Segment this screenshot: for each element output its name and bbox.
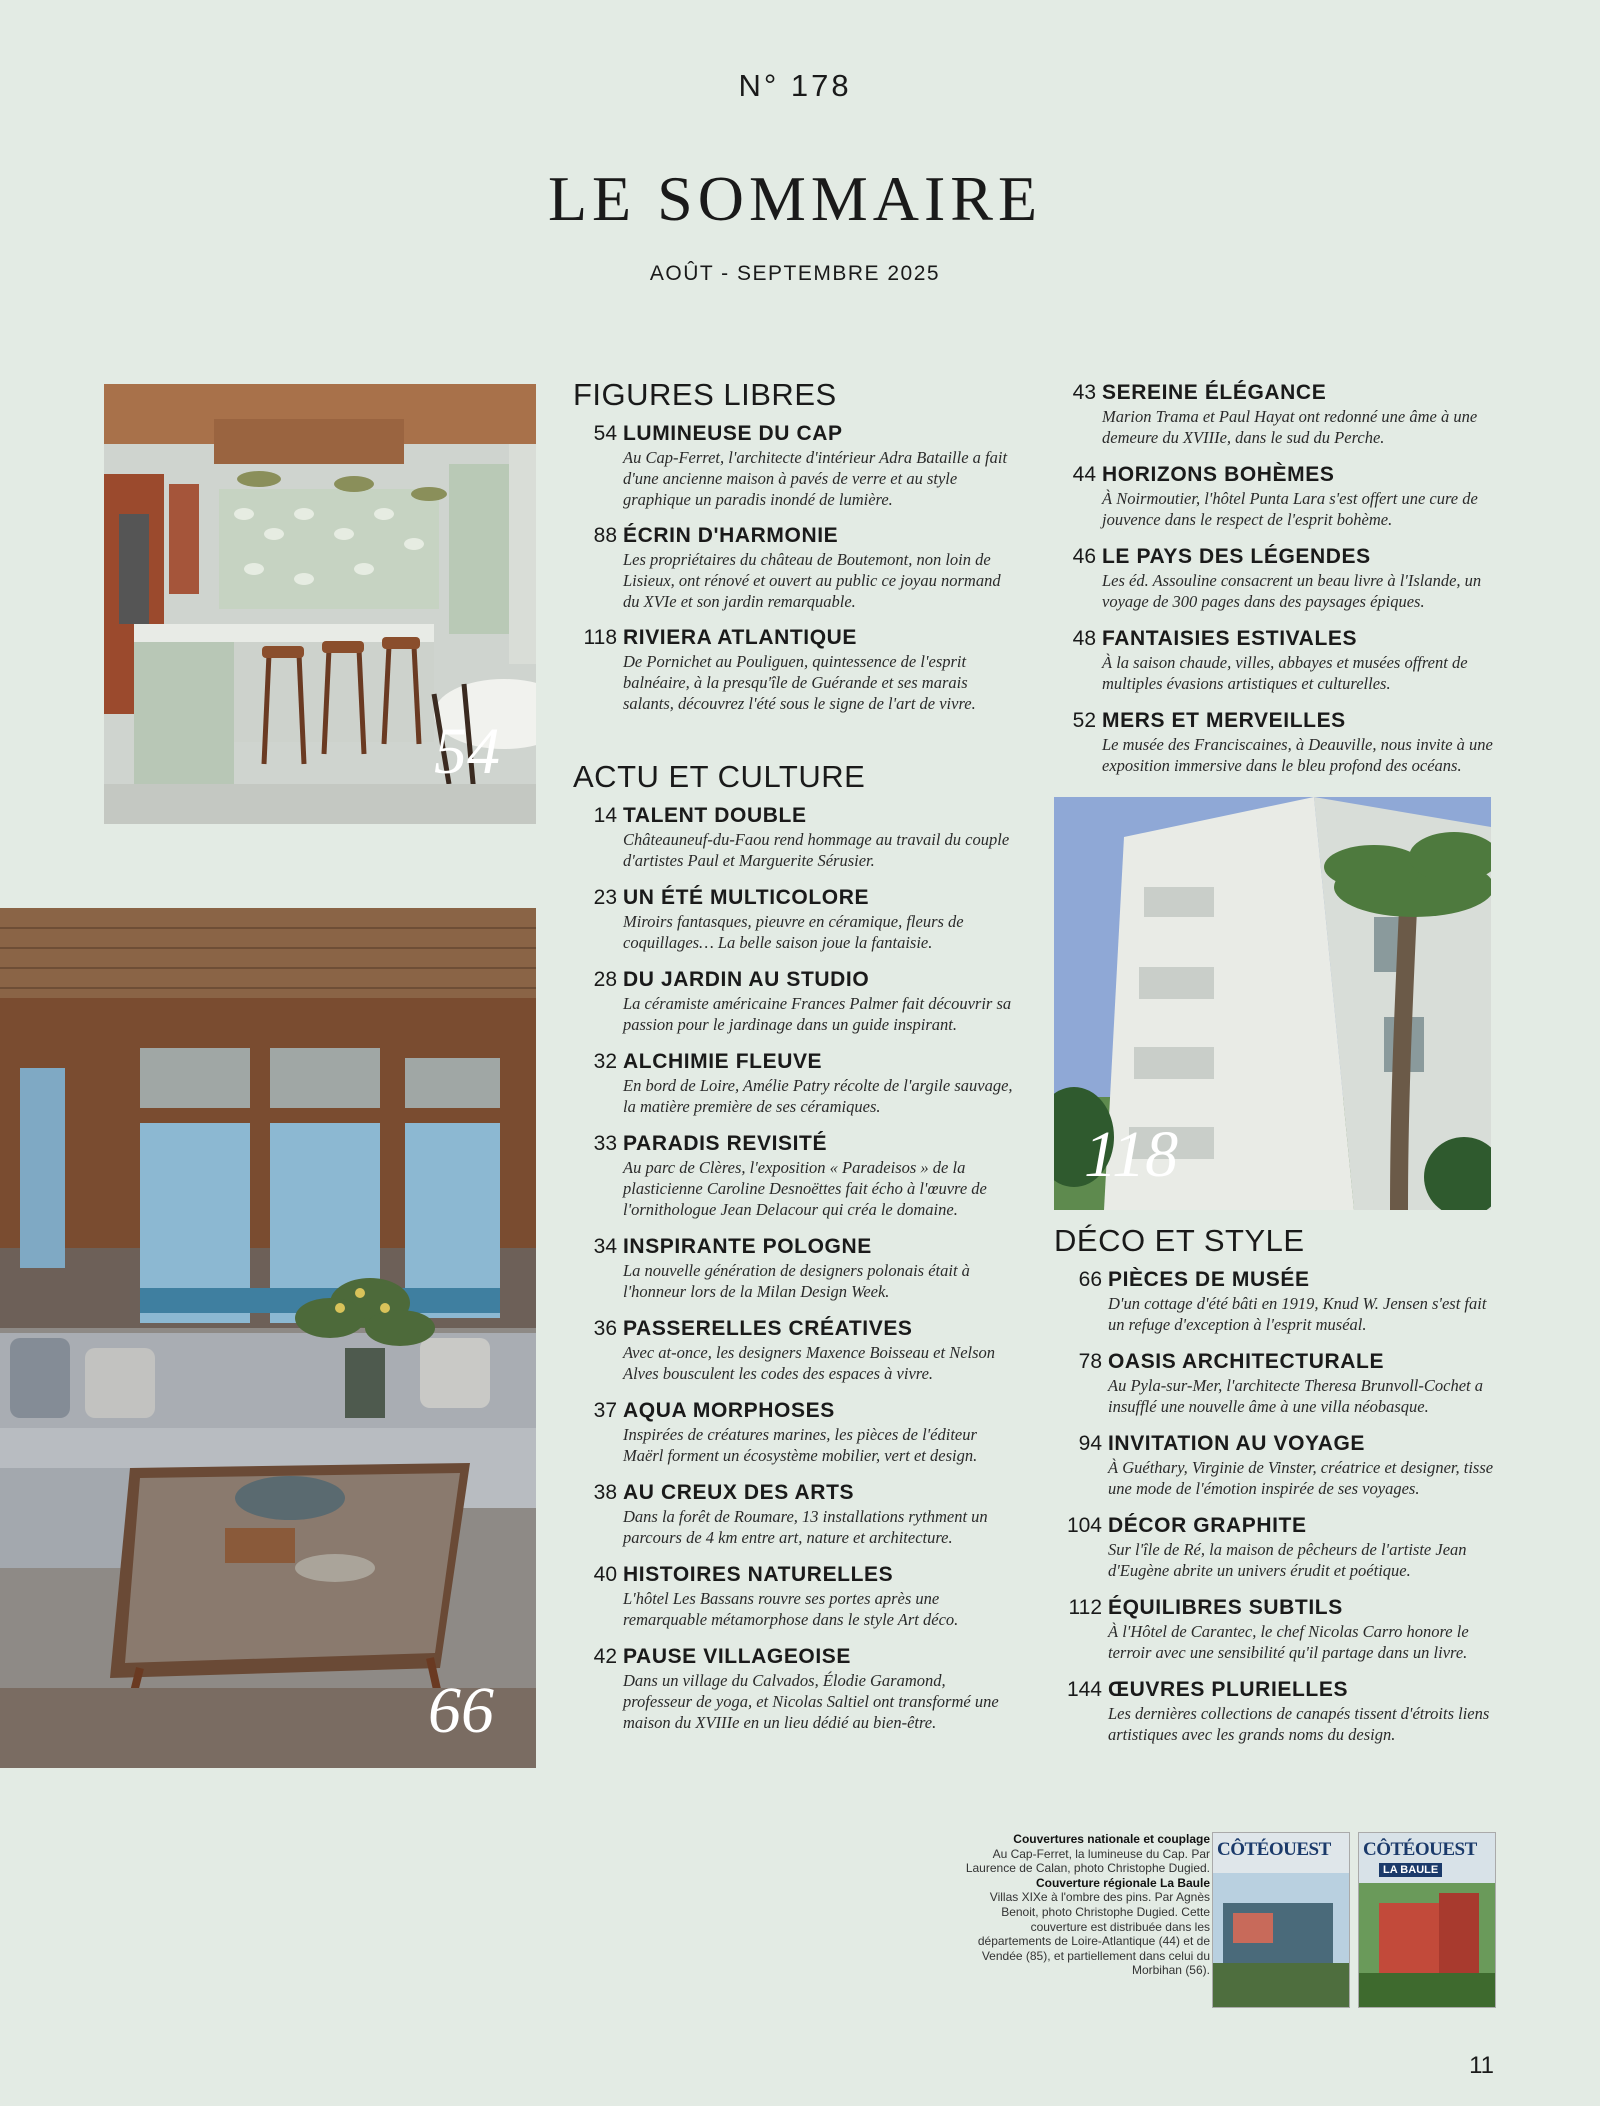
cover-regional-thumbnail: [1358, 1832, 1496, 2008]
toc-entry[interactable]: [1054, 1267, 1500, 1335]
entry-title: DÉCOR GRAPHITE: [1108, 1514, 1307, 1538]
entry-description: Le musée des Franciscaines, à Deauville, nous invite à une exposition immersive dans le bleu profond des océans.: [1102, 735, 1493, 775]
entry-description: Sur l'île de Ré, la maison de pêcheurs de l'artiste Jean d'Eugène abrite un univers érudit et poétique.: [1108, 1540, 1467, 1581]
toc-entry[interactable]: [573, 1480, 1018, 1548]
figures-libres-section: [573, 376, 1018, 714]
entry-title: HISTOIRES NATURELLES: [623, 1563, 894, 1587]
toc-entry[interactable]: [1054, 1431, 1500, 1499]
page-mark-66: 66: [428, 1674, 494, 1747]
credits-regional-title: Couverture régionale La Baule: [1035, 1875, 1210, 1890]
entry-title: ÉCRIN D'HARMONIE: [623, 524, 839, 548]
issue-date: AOÛT - SEPTEMBRE 2025: [649, 262, 941, 285]
entry-description: Au Pyla-sur-Mer, l'architecte Theresa Brunvoll-Cochet a insufflé une nouvelle âme à une villa néobasque.: [1108, 1376, 1483, 1417]
entry-description: À Noirmoutier, l'hôtel Punta Lara s'est offert une cure de jouvence dans le respect de l'esprit bohème.: [1102, 489, 1478, 529]
entry-description: L'hôtel Les Bassans rouvre ses portes après une remarquable métamorphose dans le style Art déco.: [623, 1589, 959, 1630]
entry-description: De Pornichet au Pouliguen, quintessence de l'esprit balnéaire, à la presqu'île de Guérande et ses marais salants, découvrez l'été sous le signe de l'art de vivre.: [623, 652, 976, 714]
entry-description: Miroirs fantasques, pieuvre en céramique, fleurs de coquillages… La belle saison joue la fantaisie.: [623, 912, 964, 953]
entry-description: Inspirées de créatures marines, les pièces de l'éditeur Maërl forment un écosystème mobilier, vert et design.: [623, 1425, 978, 1466]
toc-entry[interactable]: [1060, 462, 1500, 530]
entry-description: Au parc de Clères, l'exposition « Paradeisos » de la plasticienne Caroline Desnoëttes fait écho à l'œuvre de l'ornithologue Jean Delacour qui créa le domaine.: [623, 1158, 987, 1220]
entry-title: INSPIRANTE POLOGNE: [623, 1235, 872, 1259]
credits-regional-text: Villas XIXe à l'ombre des pins. Par Agnès Benoit, photo Christophe Dugied. Cette couverture est distribuée dans les départements de Loire-Atlantique (44) et de Vendée (85), et partiellement dans celui du Morbihan (56).: [977, 1890, 1210, 1978]
entry-page-number: 32: [593, 1050, 617, 1074]
toc-entry[interactable]: [573, 421, 1018, 510]
entry-description: D'un cottage d'été bâti en 1919, Knud W. Jensen s'est fait un refuge d'exception à l'esprit muséal.: [1108, 1294, 1487, 1335]
entry-page-number: 112: [1068, 1596, 1102, 1620]
toc-entry[interactable]: [1054, 1513, 1500, 1581]
entry-title: ÉQUILIBRES SUBTILS: [1108, 1596, 1343, 1620]
entry-page-number: 38: [593, 1481, 617, 1505]
entry-title: PIÈCES DE MUSÉE: [1108, 1268, 1310, 1292]
cover-brand: CÔTÉOUEST: [1363, 1839, 1477, 1860]
toc-entry[interactable]: [573, 1316, 1018, 1384]
toc-entry[interactable]: [573, 885, 1018, 953]
entry-description: En bord de Loire, Amélie Patry récolte de l'argile sauvage, la matière première de ses céramiques.: [623, 1076, 1013, 1117]
toc-entry[interactable]: [573, 1234, 1018, 1302]
entry-page-number: 14: [593, 804, 617, 828]
entry-description: La céramiste américaine Frances Palmer fait découvrir sa passion pour le jardinage dans un guide inspirant.: [623, 994, 1012, 1035]
entry-description: Dans la forêt de Roumare, 13 installations rythment un parcours de 4 km entre art, nature et architecture.: [623, 1507, 988, 1548]
entry-page-number: 44: [1072, 463, 1096, 486]
living-room-photo: [0, 908, 536, 1768]
entry-page-number: 88: [593, 524, 617, 548]
entry-page-number: 28: [593, 968, 617, 992]
entry-page-number: 78: [1078, 1350, 1102, 1374]
entry-page-number: 48: [1072, 627, 1096, 650]
entry-page-number: 104: [1066, 1514, 1102, 1538]
toc-entry[interactable]: [573, 967, 1018, 1035]
toc-entry[interactable]: [573, 625, 1018, 714]
entry-page-number: 23: [593, 886, 617, 910]
deco-style-section: [1054, 1222, 1500, 1745]
entry-title: PAUSE VILLAGEOISE: [623, 1645, 852, 1669]
page-title: LE SOMMAIRE: [547, 163, 1043, 234]
entry-description: La nouvelle génération de designers polonais était à l'honneur lors de la Milan Design Week.: [623, 1261, 970, 1302]
entry-title: OASIS ARCHITECTURALE: [1108, 1350, 1385, 1374]
cover-credits: [960, 1832, 1210, 1978]
toc-entry[interactable]: [1060, 708, 1500, 776]
credits-national-title: Couvertures nationale et couplage: [1013, 1832, 1210, 1846]
entry-description: Avec at-once, les designers Maxence Boisseau et Nelson Alves bousculent les codes des espaces à vivre.: [623, 1343, 996, 1384]
entry-description: Châteauneuf-du-Faou rend hommage au travail du couple d'artistes Paul et Marguerite Sérusier.: [623, 830, 1010, 871]
toc-entry[interactable]: [573, 1398, 1018, 1466]
entry-description: Les propriétaires du château de Boutemont, non loin de Lisieux, ont rénové et ouvert au public ce joyau normand du XVIe et son jardin remarquable.: [623, 550, 1001, 612]
toc-entry[interactable]: [1060, 626, 1500, 694]
entry-title: ALCHIMIE FLEUVE: [623, 1050, 823, 1074]
entry-title: MERS ET MERVEILLES: [1102, 709, 1346, 732]
section-title-deco-style: DÉCO ET STYLE: [1054, 1223, 1305, 1258]
building-photo: [1054, 797, 1491, 1210]
entry-description: Les dernières collections de canapés tissent d'étroits liens artistiques avec les grands noms du design.: [1108, 1704, 1490, 1745]
entry-title: INVITATION AU VOYAGE: [1108, 1432, 1366, 1456]
entry-title: TALENT DOUBLE: [623, 804, 807, 828]
toc-entry[interactable]: [1060, 380, 1500, 448]
entry-page-number: 144: [1066, 1678, 1102, 1702]
entry-page-number: 52: [1072, 709, 1096, 732]
entry-page-number: 66: [1078, 1268, 1102, 1292]
section-title-figures-libres: FIGURES LIBRES: [573, 377, 837, 412]
toc-entry[interactable]: [573, 1049, 1018, 1117]
page-mark-54: 54: [434, 715, 500, 788]
entry-page-number: 94: [1078, 1432, 1102, 1456]
toc-entry[interactable]: [1054, 1349, 1500, 1417]
entry-description: Au Cap-Ferret, l'architecte d'intérieur Adra Bataille a fait d'une ancienne maison à pavés de verre et au style graphique un paradis inondé de lumière.: [623, 448, 1008, 510]
toc-entry[interactable]: [1054, 1595, 1500, 1663]
entry-page-number: 43: [1072, 381, 1096, 404]
entry-description: Les éd. Assouline consacrent un beau livre à l'Islande, un voyage de 300 pages dans des paysages épiques.: [1102, 571, 1482, 611]
entry-page-number: 42: [593, 1645, 617, 1669]
toc-entry[interactable]: [573, 1562, 1018, 1630]
entry-title: FANTAISIES ESTIVALES: [1102, 627, 1358, 650]
issue-number: N° 178: [738, 68, 852, 103]
entry-description: À Guéthary, Virginie de Vinster, créatrice et designer, tisse une mode de l'émotion inspirée de ses voyages.: [1108, 1458, 1494, 1499]
toc-entry[interactable]: [1060, 544, 1500, 612]
entry-title: LE PAYS DES LÉGENDES: [1102, 545, 1371, 568]
cover-regional-label: LA BAULE: [1379, 1863, 1442, 1877]
entry-title: LUMINEUSE DU CAP: [623, 422, 843, 446]
entry-title: AU CREUX DES ARTS: [623, 1481, 855, 1505]
entry-page-number: 46: [1072, 545, 1096, 568]
entry-page-number: 54: [593, 422, 617, 446]
cover-brand: CÔTÉOUEST: [1217, 1839, 1331, 1860]
entry-title: PASSERELLES CRÉATIVES: [623, 1317, 913, 1341]
page-number: 11: [1469, 2052, 1494, 2079]
toc-entry[interactable]: [573, 1131, 1018, 1220]
section-title-actu-culture: ACTU ET CULTURE: [573, 759, 866, 794]
entry-title: SEREINE ÉLÉGANCE: [1102, 381, 1327, 404]
credits-national-text: Au Cap-Ferret, la lumineuse du Cap. Par Laurence de Calan, photo Christophe Dugied.: [965, 1846, 1210, 1876]
kitchen-photo: [104, 384, 536, 824]
entry-title: RIVIERA ATLANTIQUE: [623, 626, 858, 650]
entry-page-number: 36: [593, 1317, 617, 1341]
entry-description: Marion Trama et Paul Hayat ont redonné une âme à une demeure du XVIIIe, dans le sud du Perche.: [1102, 407, 1478, 447]
entry-title: PARADIS REVISITÉ: [623, 1132, 828, 1156]
page-mark-118: 118: [1084, 1118, 1179, 1191]
right-column-list: [1060, 380, 1500, 776]
toc-entry[interactable]: [573, 1644, 1018, 1733]
entry-title: HORIZONS BOHÈMES: [1102, 463, 1335, 486]
cover-national-thumbnail: [1212, 1832, 1350, 2008]
toc-entry[interactable]: [573, 523, 1018, 612]
actu-culture-section: [573, 758, 1018, 1733]
toc-entry[interactable]: [573, 803, 1018, 871]
entry-title: UN ÉTÉ MULTICOLORE: [623, 886, 870, 910]
entry-description: À l'Hôtel de Carantec, le chef Nicolas Carro honore le terroir avec une sensibilité qu'il partage dans un livre.: [1108, 1622, 1469, 1663]
toc-entry[interactable]: [1054, 1677, 1500, 1745]
entry-title: DU JARDIN AU STUDIO: [623, 968, 870, 992]
entry-page-number: 118: [583, 626, 617, 650]
entry-description: À la saison chaude, villes, abbayes et musées offrent de multiples évasions artistiques et culturelles.: [1102, 653, 1468, 693]
entry-page-number: 34: [593, 1235, 617, 1259]
entry-page-number: 40: [593, 1563, 617, 1587]
entry-page-number: 37: [593, 1399, 617, 1423]
entry-description: Dans un village du Calvados, Élodie Garamond, professeur de yoga, et Nicolas Saltiel ont transformé une maison du XVIIIe en un lieu dédié au bien-être.: [623, 1671, 999, 1733]
entry-page-number: 33: [593, 1132, 617, 1156]
entry-title: AQUA MORPHOSES: [623, 1399, 835, 1423]
entry-title: ŒUVRES PLURIELLES: [1108, 1678, 1349, 1702]
